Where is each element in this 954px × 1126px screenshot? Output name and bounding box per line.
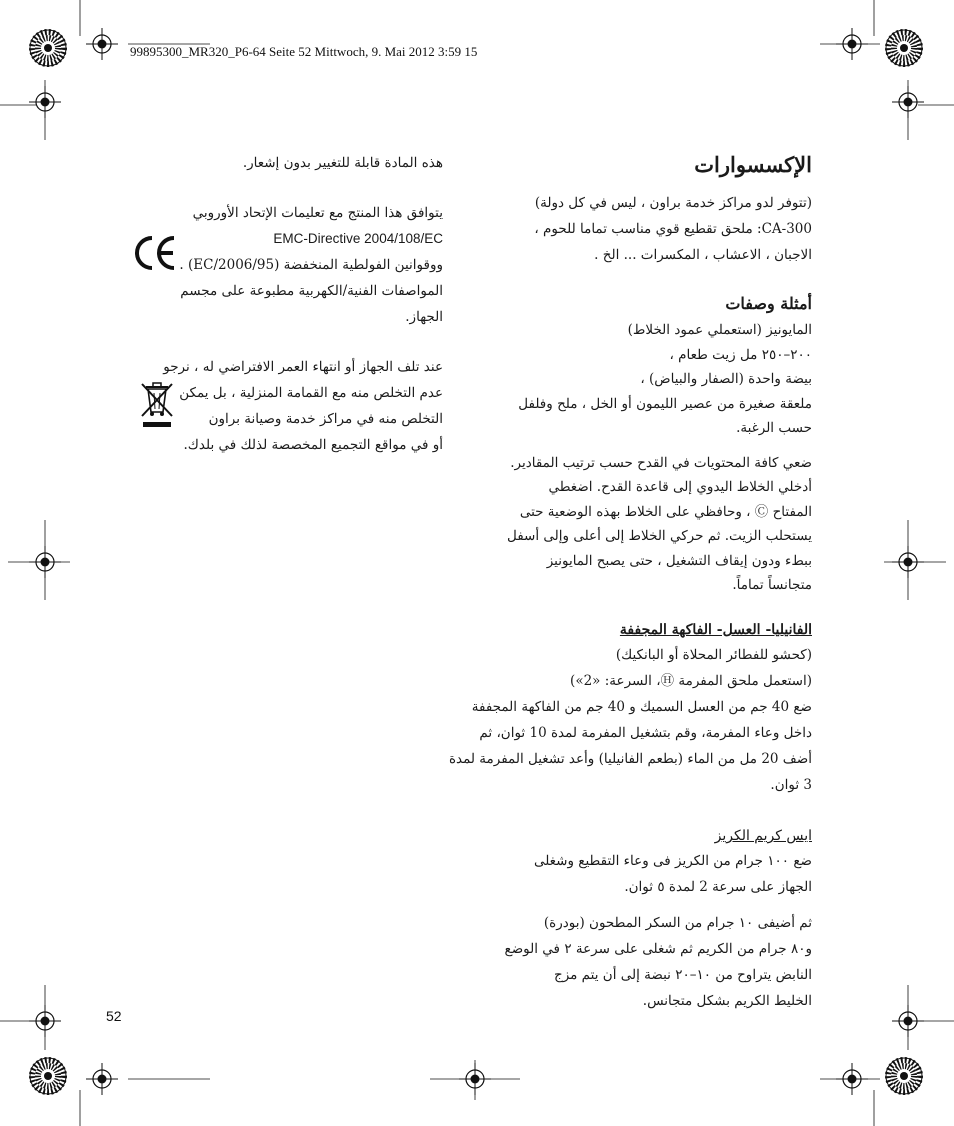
mayonnaise-line: بيضة واحدة (الصفار والبياض) ، <box>640 371 812 387</box>
conformity-line: الجهاز. <box>405 309 443 325</box>
vanilla-line: ضع 40 جم من العسل السميك و 40 جم من الفاكهة المجففة <box>471 699 812 715</box>
vanilla-section <box>440 618 812 798</box>
conformity-block <box>150 200 443 330</box>
right-column <box>450 150 812 598</box>
conformity-line: المواصفات الفنية/الكهربية مطبوعة على مجسم <box>180 283 443 299</box>
left-column <box>150 150 443 458</box>
cherry-line: ضع ١٠٠ جرام من الكريز فى وعاء التقطيع وشغلى <box>533 853 812 869</box>
disposal-line: التخلص منه في مراكز خدمة وصيانة براون <box>208 411 443 427</box>
print-slug-line: 99895300_MR320_P6-64 Seite 52 Mittwoch, 9. Mai 2012 3:59 15 <box>130 44 478 59</box>
conformity-line <box>150 226 443 252</box>
cherry-title: ايس كريم الكريز <box>714 828 812 844</box>
conformity-directive: EMC-Directive 2004/108/EC <box>273 231 443 246</box>
crossed-out-bin-icon <box>140 378 174 430</box>
disposal-line: عدم التخلص منه مع القمامة المنزلية ، بل يمكن <box>179 385 443 401</box>
mayonnaise-method-line: أدخلي الخلاط اليدوي إلى قاعدة القدح. اضغطي <box>548 479 812 495</box>
accessories-title: الإكسسوارات <box>694 152 812 177</box>
disposal-line: أو في مواقع التجميع المخصصة لذلك في بلدك. <box>183 437 443 453</box>
mayonnaise-line: ٢٠٠–٢٥٠ مل زيت طعام ، <box>669 346 812 363</box>
disposal-block <box>150 354 443 458</box>
accessories-line <box>450 216 812 242</box>
mayonnaise-method-line: يستحلب الزيت. ثم حركي الخلاط إلى أعلى وإلى أسفل <box>507 528 812 544</box>
vanilla-line: أضف 20 مل من الماء (بطعم الفانيليا) وأعد تشغيل المفرمة لمدة <box>448 751 812 767</box>
cherry-line: الجهاز على سرعة 2 لمدة ٥ ثوان. <box>624 879 812 895</box>
page-number: 52 <box>106 1008 122 1024</box>
accessories-line: (تتوفر لدو مراكز خدمة براون ، ليس في كل دولة) <box>534 195 812 211</box>
cherry-method-line: و٨٠ جرام من الكريم ثم شغلى على سرعة ٢ في الوضع <box>504 941 812 957</box>
mayonnaise-method-line: ببطء ودون إيقاف التشغيل ، حتى يصبح المايونيز <box>546 552 812 569</box>
mayonnaise-line: المايونيز (استعملي عمود الخلاط) <box>627 322 812 338</box>
mayonnaise-method-line: متجانساً تماماً. <box>732 577 812 593</box>
ce-mark-icon <box>133 234 177 272</box>
conformity-line: ووقوانين الفولطية المنخفضة (2006/95/EC) . <box>179 257 443 273</box>
change-notice: هذه المادة قابلة للتغيير بدون إشعار. <box>242 155 443 171</box>
cherry-section <box>450 824 812 1014</box>
cherry-method-line: الخليط الكريم بشكل متجانس. <box>642 993 812 1009</box>
vanilla-title: الفانيليا- العسل- الفاكهة المجففة <box>619 622 812 638</box>
conformity-line: يتوافق هذا المنتج مع تعليمات الإتحاد الأوروبي <box>192 205 443 221</box>
accessories-line-text: CA-300: ملحق تقطيع قوي مناسب تماما للحوم ، <box>534 221 812 237</box>
accessories-line: الاجبان ، الاعشاب ، المكسرات ... الخ . <box>594 247 812 263</box>
mayonnaise-line: ملعقة صغيرة من عصير الليمون أو الخل ، ملح وفلفل <box>518 395 812 412</box>
vanilla-line: (استعمل ملحق المفرمة Ⓗ، السرعة: «2») <box>570 673 812 689</box>
mayonnaise-line: حسب الرغبة. <box>736 420 812 436</box>
disposal-line: عند تلف الجهاز أو انتهاء العمر الافتراضي له ، نرجو <box>163 359 443 375</box>
recipes-title: أمثلة وصفات <box>725 294 812 313</box>
vanilla-line: داخل وعاء المفرمة، وقم بتشغيل المفرمة لمدة 10 ثوان، ثم <box>479 725 812 741</box>
cherry-method-line: النابض يتراوح من ١٠–٢٠ نبضة إلى أن يتم مزج <box>553 967 812 983</box>
mayonnaise-method-line: ضعي كافة المحتويات في القدح حسب ترتيب المقادير. <box>510 454 812 471</box>
mayonnaise-method-line: المفتاح Ⓒ ، وحافظي على الخلاط بهذه الوضعية حتى <box>519 503 812 520</box>
vanilla-line: (كحشو للفطائر المحلاة أو البانكيك) <box>615 647 812 663</box>
vanilla-line: 3 ثوان. <box>770 777 812 793</box>
cherry-method-line: ثم أضيفى ١٠ جرام من السكر المطحون (بودرة) <box>543 915 812 931</box>
